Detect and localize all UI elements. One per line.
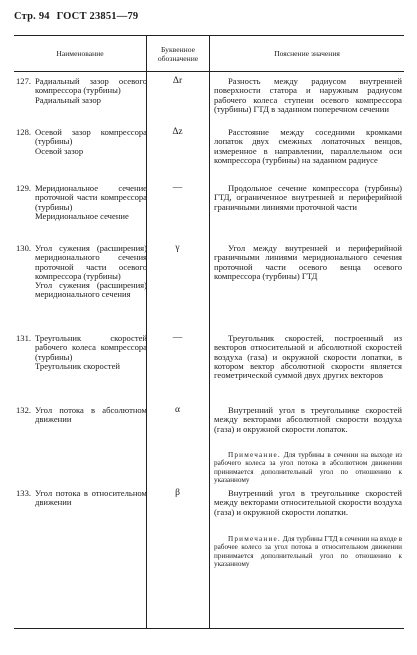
- note-label: Примечание.: [228, 451, 281, 459]
- term-symbol: —: [172, 183, 183, 193]
- term-name: [35, 184, 147, 221]
- term-symbol: β: [175, 488, 180, 498]
- note-label: Примечание.: [228, 535, 281, 543]
- term-full-name: Меридиональное сечение проточной части компрессора (турбины): [35, 183, 147, 212]
- page-number: Стр. 94: [14, 11, 50, 22]
- term-full-name: Треугольник скоростей рабочего колеса компрессора (турбины): [35, 333, 147, 362]
- header-divider: [14, 71, 404, 72]
- note-text: Для турбины ГТД в сечении на входе в рабочее колесо за угол потока в относительном движении принимается дополнительный угол по отношению к указанному: [214, 535, 403, 569]
- term-short-name: Осевой зазор: [35, 145, 84, 156]
- term-number: 129.: [16, 183, 32, 193]
- column-header-name: Наименование: [56, 49, 104, 58]
- column-divider: [209, 36, 210, 628]
- term-full-name: Угол потока в абсолютном движении: [35, 405, 147, 425]
- term-symbol: Δr: [172, 76, 183, 86]
- note-text: Для турбины в сечении на выходе из рабочего колеса за угол потока в абсолютном движении принимается дополнительный угол по отношению к указанному: [214, 451, 403, 485]
- page-header: [14, 11, 142, 22]
- term-number: 127.: [16, 76, 32, 86]
- term-name: [35, 244, 147, 300]
- term-definition: Внутренний угол в треугольнике скоростей между векторами относительной скорости воздуха (газа) и окружной скорости лопатки.: [214, 488, 402, 517]
- term-number: 132.: [16, 405, 32, 415]
- term-name: [35, 128, 147, 156]
- term-short-name: Треугольник скоростей: [35, 360, 120, 371]
- term-number: 131.: [16, 333, 32, 343]
- standard-number: ГОСТ 23851—79: [56, 11, 139, 22]
- terms-table: [14, 35, 404, 629]
- term-definition: Расстояние между соседними кромками лопаток двух смежных лопаточных венцов, измеренное в направлении, параллельном оси компрессора (турбины) на заданном радиусе: [214, 127, 402, 165]
- column-header-symbol: Буквенное обозначение: [157, 44, 199, 63]
- term-full-name: Осевой зазор компрессора (турбины): [35, 127, 147, 147]
- term-symbol: —: [172, 333, 183, 343]
- term-short-name: Угол сужения (расширения) меридионального сечения: [35, 280, 147, 300]
- term-full-name: Радиальный зазор осевого компрессора (турбины): [35, 76, 147, 96]
- term-number: 128.: [16, 127, 32, 137]
- column-divider: [146, 36, 147, 628]
- column-header-explanation: Пояснение значения: [274, 49, 340, 58]
- term-name: [35, 406, 147, 425]
- term-name: [35, 77, 147, 105]
- term-symbol: Δz: [172, 127, 183, 137]
- term-symbol: α: [175, 405, 180, 415]
- term-symbol: γ: [175, 243, 180, 253]
- term-definition: Внутренний угол в треугольнике скоростей между векторами абсолютной скорости воздуха (газа) и окружной скорости лопаток.: [214, 405, 402, 434]
- term-short-name: Меридиональное сечение: [35, 210, 129, 221]
- term-name: [35, 334, 147, 371]
- term-definition: Угол между внутренней и периферийной граничными линиями меридионального сечения проточной части осевого венца осевого компрессора (турбины) ГТД: [214, 243, 402, 281]
- term-full-name: Угол сужения (расширения) меридионального сечения проточной части осевого компрессора (турбины): [35, 243, 147, 281]
- term-note: [214, 451, 402, 485]
- term-number: 130.: [16, 243, 32, 253]
- term-definition: Продольное сечение компрессора (турбины) ГТД, ограниченное внутренней и периферийной граничными линиями проточной части: [214, 183, 402, 212]
- term-definition: Разность между радиусом внутренней поверхности статора и наружным радиусом рабочего колеса ступени осевого компрессора (турбины) ГТД в заданном поперечном сечении: [214, 76, 402, 114]
- term-number: 133.: [16, 488, 32, 498]
- term-note: [214, 535, 402, 569]
- term-name: [35, 489, 147, 508]
- term-full-name: Угол потока в относительном движении: [35, 488, 147, 508]
- term-definition: Треугольник скоростей, построенный из векторов относительной и абсолютной скоростей воздуха (газа) и окружной скорости лопатки, в котором вектор абсолютной скорости является геометрической суммой двух других векторов: [214, 333, 402, 381]
- term-short-name: Радиальный зазор: [35, 94, 101, 105]
